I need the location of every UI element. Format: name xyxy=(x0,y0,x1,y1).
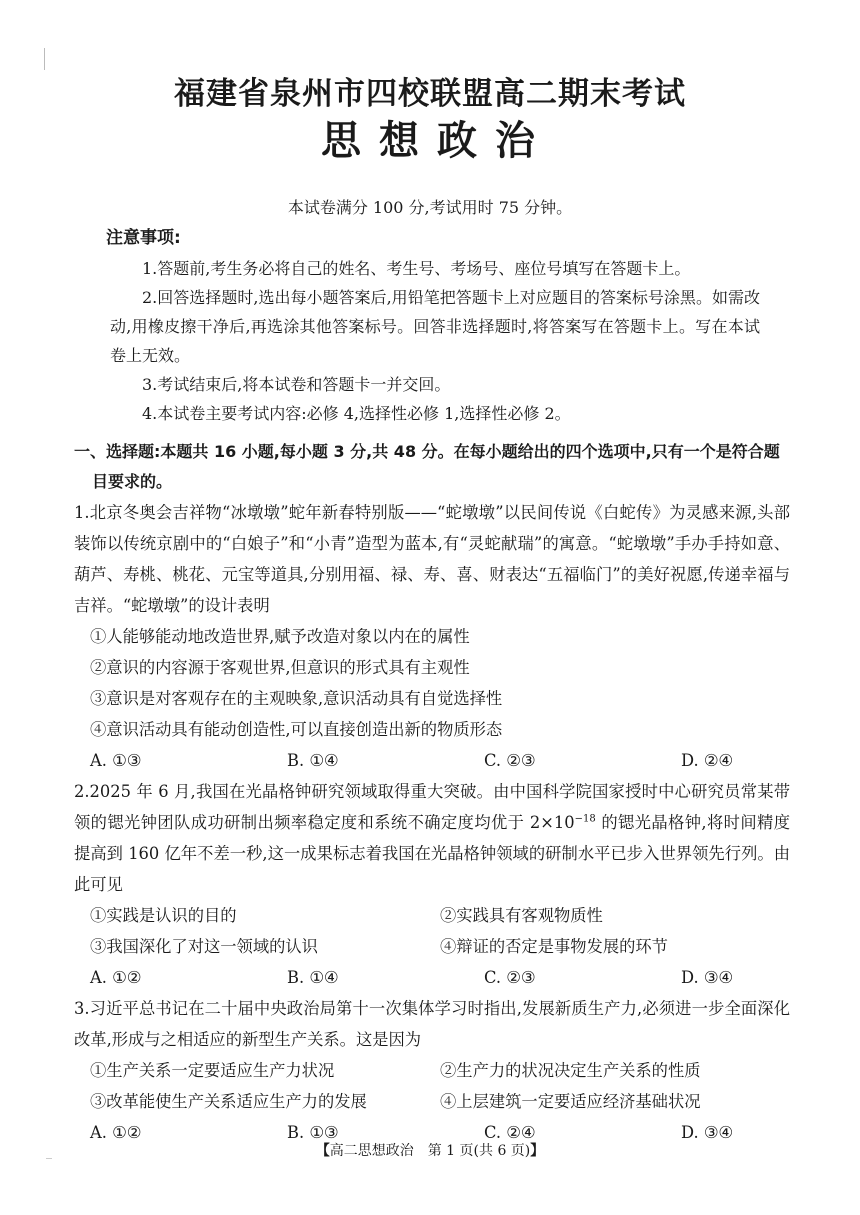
footer-bracket-close: 】 xyxy=(530,1143,545,1159)
statement-option: ②生产力的状况决定生产关系的性质 xyxy=(440,1061,701,1080)
statement-row xyxy=(74,900,790,931)
question-stem-text: 的锶光晶格钟,将时间精度提高到 160 亿年不差一秒,这一成果标志着我国在光晶格钟领域的研制水平已步入世界领先行列。由此可见 xyxy=(74,813,790,894)
answer-choice-a: A. ①③ xyxy=(90,751,142,770)
notice-heading: 注意事项: xyxy=(106,228,181,248)
answer-choice-b: B. ①④ xyxy=(287,751,339,770)
exponent: −18 xyxy=(574,813,596,825)
exam-title: 福建省泉州市四校联盟高二期末考试 xyxy=(174,76,686,112)
statement-option: ①生产关系一定要适应生产力状况 xyxy=(90,1061,335,1080)
question-stem: 3.习近平总书记在二十届中央政治局第十一次集体学习时指出,发展新质生产力,必须进一步全面深化改革,形成与之相适应的新型生产关系。这是因为 xyxy=(74,999,790,1049)
footer-text: 高二思想政治 第 1 页(共 6 页) xyxy=(329,1143,531,1159)
answer-choice-b: B. ①③ xyxy=(287,1123,339,1142)
answer-choice-c: C. ②③ xyxy=(484,968,536,987)
statement-option: ①实践是认识的目的 xyxy=(90,906,237,925)
statement-option: ④上层建筑一定要适应经济基础状况 xyxy=(440,1092,701,1111)
statement-option: ③改革能使生产关系适应生产力的发展 xyxy=(90,1092,367,1111)
statement-option: ①人能够能动地改造世界,赋予改造对象以内在的属性 xyxy=(90,627,470,646)
statement-option: ②实践具有客观物质性 xyxy=(440,906,603,925)
answer-choice-d: D. ②④ xyxy=(681,751,734,770)
statement-option: ③意识是对客观存在的主观映象,意识活动具有自觉选择性 xyxy=(90,689,503,708)
section-heading: 一、选择题:本题共 16 小题,每小题 3 分,共 48 分。在每小题给出的四个选项中,只有一个是符合题目要求的。 xyxy=(74,442,780,491)
answer-choice-b: B. ①④ xyxy=(287,968,339,987)
notice-list xyxy=(110,254,760,428)
exam-info: 本试卷满分 100 分,考试用时 75 分钟。 xyxy=(287,198,573,217)
answer-choices xyxy=(74,962,790,993)
answer-choice-c: C. ②③ xyxy=(484,751,536,770)
statement-row xyxy=(74,931,790,962)
notice-item: 1.答题前,考生务必将自己的姓名、考生号、考场号、座位号填写在答题卡上。 xyxy=(142,259,691,278)
answer-choice-a: A. ①② xyxy=(90,1123,142,1142)
scan-mark xyxy=(46,1158,52,1159)
answer-choice-d: D. ③④ xyxy=(681,968,734,987)
statement-row xyxy=(74,1086,790,1117)
statement-option: ③我国深化了对这一领域的认识 xyxy=(90,937,318,956)
footer-bracket-open: 【 xyxy=(315,1143,330,1159)
question-stem: 1.北京冬奥会吉祥物“冰墩墩”蛇年新春特别版——“蛇墩墩”以民间传说《白蛇传》为灵感来源,头部装饰以传统京剧中的“白娘子”和“小青”造型为蓝本,有“灵蛇献瑞”的寓意。“蛇墩墩”手办手持如意、葫芦、寿桃、桃花、元宝等道具,分别用福、禄、寿、喜、财表达“五福临门”的美好祝愿,传递幸福与吉祥。“蛇墩墩”的设计表明 xyxy=(74,503,790,615)
subject-title: 思想政治 xyxy=(321,118,553,164)
statement-option: ②意识的内容源于客观世界,但意识的形式具有主观性 xyxy=(90,658,470,677)
statement-option: ④意识活动具有能动创造性,可以直接创造出新的物质形态 xyxy=(90,720,503,739)
answer-choice-c: C. ②④ xyxy=(484,1123,536,1142)
answer-choice-a: A. ①② xyxy=(90,968,142,987)
answer-choices xyxy=(74,745,790,776)
answer-choice-d: D. ③④ xyxy=(681,1123,734,1142)
question-3 xyxy=(74,993,790,1148)
notice-item: 2.回答选择题时,选出每小题答案后,用铅笔把答题卡上对应题目的答案标号涂黑。如需改动,用橡皮擦干净后,再选涂其他答案标号。回答非选择题时,将答案写在答题卡上。写在本试卷上无效。 xyxy=(110,288,760,365)
question-stem xyxy=(74,776,790,900)
page-footer xyxy=(0,1140,860,1162)
notice-item: 3.考试结束后,将本试卷和答题卡一并交回。 xyxy=(142,375,451,394)
scan-mark xyxy=(44,48,45,70)
notice-item: 4.本试卷主要考试内容:必修 4,选择性必修 1,选择性必修 2。 xyxy=(142,404,571,423)
question-2 xyxy=(74,776,790,993)
statement-option: ④辩证的否定是事物发展的环节 xyxy=(440,937,668,956)
statement-row xyxy=(74,1055,790,1086)
question-stem-text: 2.2025 年 6 月,我国在光晶格钟研究领域取得重大突破。由中国科学院国家授时中心研究员常某带领的锶光钟团队成功研制出频率稳定度和系统不确定度均优于 2×10 xyxy=(74,782,790,832)
question-1 xyxy=(74,497,790,776)
